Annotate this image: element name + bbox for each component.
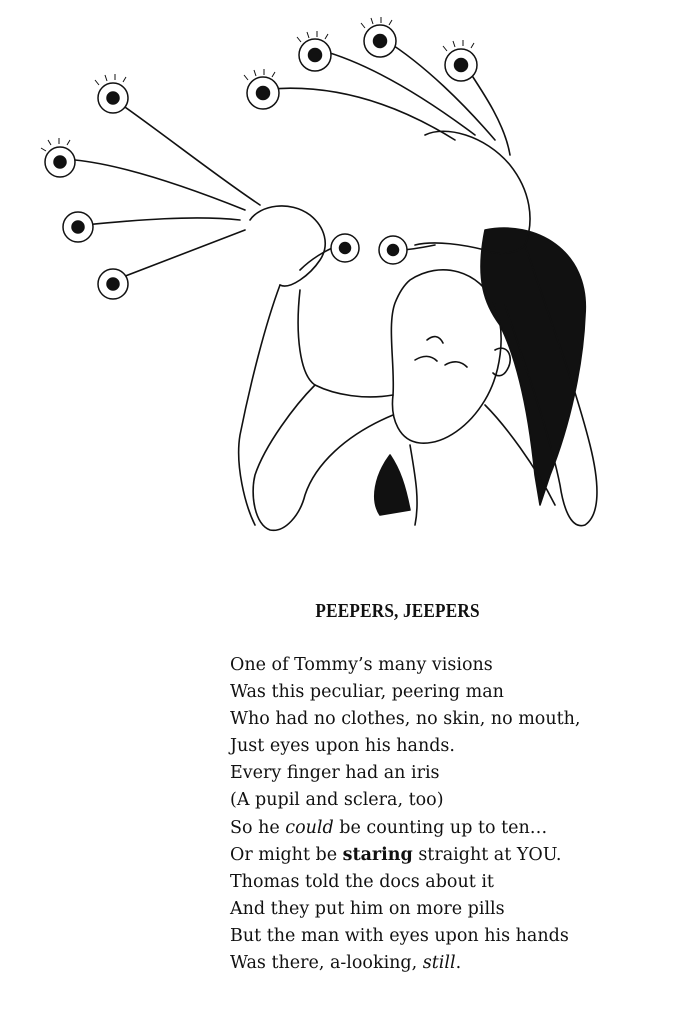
poem-line-text: And they put him on more pills bbox=[230, 898, 505, 919]
poem-line bbox=[230, 869, 670, 896]
poem-line bbox=[230, 923, 670, 950]
eye-icon bbox=[247, 77, 279, 109]
poem-line-text: Just eyes upon his hands. bbox=[230, 736, 455, 757]
poem-line-text: Was there, a-looking, bbox=[230, 953, 423, 974]
eye-icon bbox=[331, 234, 359, 262]
poem-line-text: be counting up to ten… bbox=[333, 817, 548, 838]
poem-line-text: Thomas told the docs about it bbox=[230, 871, 494, 892]
italic-word: still bbox=[422, 953, 456, 974]
poem-line-text: straight at YOU. bbox=[412, 844, 562, 865]
poem-line bbox=[230, 679, 670, 706]
poem-line bbox=[230, 815, 670, 842]
eyed-hands-man-illustration bbox=[15, 5, 605, 535]
poem-line-text: Who had no clothes, no skin, no mouth, bbox=[230, 709, 581, 730]
eye-icon bbox=[63, 212, 93, 242]
poem-line bbox=[230, 950, 670, 977]
eye-icon bbox=[98, 83, 128, 113]
poem-line-text: (A pupil and sclera, too) bbox=[230, 790, 444, 811]
poem-line-text: So he bbox=[230, 817, 286, 838]
bold-word: staring bbox=[342, 844, 413, 865]
poem-line bbox=[230, 760, 670, 787]
poem-body bbox=[230, 652, 670, 977]
poem-line bbox=[230, 706, 670, 733]
poem-line-text: Or might be bbox=[230, 844, 343, 865]
poem-line bbox=[230, 896, 670, 923]
poem-line-text: One of Tommy’s many visions bbox=[230, 655, 493, 675]
eye-icon bbox=[299, 39, 331, 71]
italic-word: could bbox=[285, 817, 334, 838]
eye-icon bbox=[45, 147, 75, 177]
poem-line bbox=[230, 842, 670, 869]
poem-line-text: . bbox=[455, 953, 462, 974]
fingertip-eyes bbox=[45, 25, 477, 299]
poem-line bbox=[230, 652, 670, 679]
poem-line bbox=[230, 733, 670, 760]
poem-line bbox=[230, 787, 670, 814]
eye-icon bbox=[379, 236, 407, 264]
poem-line-text: Was this peculiar, peering man bbox=[230, 682, 504, 703]
eye-icon bbox=[98, 269, 128, 299]
poem-line-text: But the man with eyes upon his hands bbox=[230, 925, 569, 946]
eye-icon bbox=[364, 25, 396, 57]
poem-line-text: Every finger had an iris bbox=[230, 763, 440, 784]
eye-icon bbox=[445, 49, 477, 81]
poem-title: PEEPERS, JEEPERS bbox=[315, 600, 480, 622]
